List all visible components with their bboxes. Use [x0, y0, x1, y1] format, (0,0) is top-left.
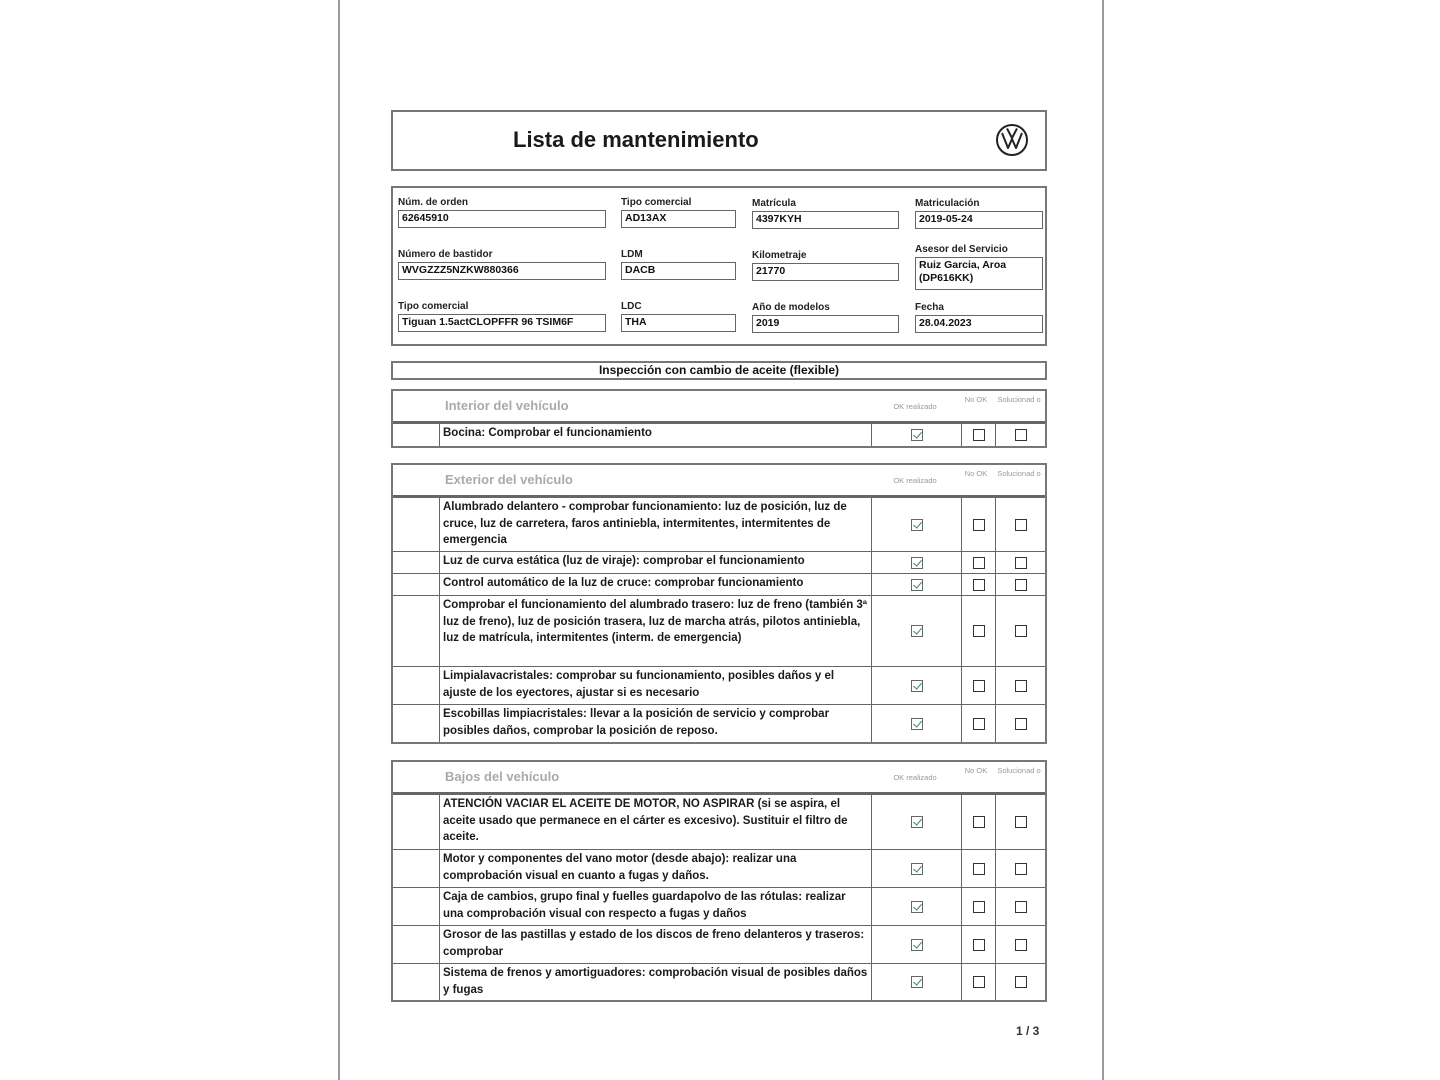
field-anio-modelos: Año de modelos 2019: [752, 302, 899, 333]
checklist-row: [393, 423, 1045, 446]
solucionado-checkbox[interactable]: [1015, 519, 1027, 531]
matriculacion-value: 2019-05-24: [915, 211, 1043, 229]
no-ok-checkbox[interactable]: [973, 625, 985, 637]
solucionado-checkbox[interactable]: [1015, 680, 1027, 692]
no-ok-checkbox[interactable]: [973, 939, 985, 951]
ok-checkbox[interactable]: [911, 680, 923, 692]
row-description: Luz de curva estática (luz de viraje): comprobar el funcionamiento: [439, 552, 871, 573]
anio-modelos-value: 2019: [752, 315, 899, 333]
no-ok-checkbox[interactable]: [973, 579, 985, 591]
num-orden-value: 62645910: [398, 210, 606, 228]
section-interior: [391, 389, 1047, 448]
row-description: Caja de cambios, grupo final y fuelles guardapolvo de las rótulas: realizar una comprobación visual con respecto a fugas y daños: [439, 888, 871, 925]
checklist-row: [393, 887, 1045, 925]
document-page: [338, 0, 1104, 1080]
field-ldc: LDC THA: [621, 301, 736, 332]
kilometraje-value: 21770: [752, 263, 899, 281]
matricula-value: 4397KYH: [752, 211, 899, 229]
solucionado-checkbox[interactable]: [1015, 939, 1027, 951]
field-kilometraje: Kilometraje 21770: [752, 250, 899, 281]
solucionado-checkbox[interactable]: [1015, 579, 1027, 591]
ok-checkbox[interactable]: [911, 939, 923, 951]
checklist-row: [393, 666, 1045, 704]
row-description: Sistema de frenos y amortiguadores: comprobación visual de posibles daños y fugas: [439, 964, 871, 1000]
section-title: Bajos del vehículo: [445, 769, 560, 784]
ok-checkbox[interactable]: [911, 816, 923, 828]
section-header: [393, 391, 1045, 423]
no-ok-checkbox[interactable]: [973, 519, 985, 531]
no-ok-checkbox[interactable]: [973, 863, 985, 875]
no-ok-checkbox[interactable]: [973, 680, 985, 692]
solucionado-checkbox[interactable]: [1015, 429, 1027, 441]
field-bastidor: Número de bastidor WVGZZZ5NZKW880366: [398, 249, 606, 280]
tipo-comercial-value: AD13AX: [621, 210, 736, 228]
ok-checkbox[interactable]: [911, 519, 923, 531]
checklist-row: [393, 704, 1045, 742]
section-title: Interior del vehículo: [445, 398, 569, 413]
col-solucionado-header: Solucionad o: [997, 395, 1041, 404]
field-matricula: Matrícula 4397KYH: [752, 198, 899, 229]
col-solucionado-header: Solucionad o: [997, 469, 1041, 478]
ok-checkbox[interactable]: [911, 625, 923, 637]
ldc-value: THA: [621, 314, 736, 332]
tipo-comercial-2-value: Tiguan 1.5actCLOPFFR 96 TSIM6F: [398, 314, 606, 332]
no-ok-checkbox[interactable]: [973, 901, 985, 913]
no-ok-checkbox[interactable]: [973, 718, 985, 730]
solucionado-checkbox[interactable]: [1015, 816, 1027, 828]
solucionado-checkbox[interactable]: [1015, 557, 1027, 569]
no-ok-checkbox[interactable]: [973, 429, 985, 441]
section-header: [393, 762, 1045, 794]
col-ok-header: OK realizado: [893, 476, 937, 485]
ok-checkbox[interactable]: [911, 976, 923, 988]
row-description: Limpialavacristales: comprobar su funcionamiento, posibles daños y el ajuste de los eyectores, ajustar si es necesario: [439, 667, 871, 704]
section-header: [393, 465, 1045, 497]
checklist-row: [393, 497, 1045, 551]
row-description: Motor y componentes del vano motor (desde abajo): realizar una comprobación visual en cuanto a fugas y daños.: [439, 850, 871, 887]
asesor-value: Ruiz Garcia, Aroa (DP616KK): [915, 257, 1043, 290]
vehicle-info-box: [391, 186, 1047, 346]
col-ok-header: OK realizado: [893, 773, 937, 782]
no-ok-checkbox[interactable]: [973, 976, 985, 988]
document-title: Lista de mantenimiento: [513, 127, 759, 152]
no-ok-checkbox[interactable]: [973, 557, 985, 569]
no-ok-checkbox[interactable]: [973, 816, 985, 828]
field-tipo-comercial: Tipo comercial AD13AX: [621, 197, 736, 228]
solucionado-checkbox[interactable]: [1015, 901, 1027, 913]
checklist-row: [393, 963, 1045, 1000]
field-matriculacion: Matriculación 2019-05-24: [915, 198, 1043, 229]
ok-checkbox[interactable]: [911, 863, 923, 875]
col-ok-header: OK realizado: [893, 402, 937, 411]
section-bajos: [391, 760, 1047, 1002]
page-number: 1 / 3: [1016, 1024, 1040, 1038]
col-no-ok-header: No OK: [964, 469, 988, 478]
checklist-row: [393, 794, 1045, 849]
title-box: [391, 110, 1047, 171]
checklist-row: [393, 573, 1045, 595]
checklist-row: [393, 925, 1045, 963]
ok-checkbox[interactable]: [911, 901, 923, 913]
field-ldm: LDM DACB: [621, 249, 736, 280]
section-exterior: [391, 463, 1047, 744]
checklist-row: [393, 849, 1045, 887]
solucionado-checkbox[interactable]: [1015, 625, 1027, 637]
ok-checkbox[interactable]: [911, 557, 923, 569]
row-description: Bocina: Comprobar el funcionamiento: [439, 424, 871, 446]
row-description: Escobillas limpiacristales: llevar a la posición de servicio y comprobar posibles daños, comprobar la posición de reposo.: [439, 705, 871, 742]
ok-checkbox[interactable]: [911, 429, 923, 441]
solucionado-checkbox[interactable]: [1015, 976, 1027, 988]
row-description: Alumbrado delantero - comprobar funcionamiento: luz de posición, luz de cruce, luz de carretera, faros antiniebla, intermitentes, intermitentes de emergencia: [439, 498, 871, 551]
field-fecha: Fecha 28.04.2023: [915, 302, 1043, 333]
field-asesor: Asesor del Servicio Ruiz Garcia, Aroa (DP616KK): [915, 244, 1043, 290]
col-no-ok-header: No OK: [964, 395, 988, 404]
checklist-row: [393, 551, 1045, 573]
ok-checkbox[interactable]: [911, 718, 923, 730]
section-title: Exterior del vehículo: [445, 472, 573, 487]
ldm-value: DACB: [621, 262, 736, 280]
solucionado-checkbox[interactable]: [1015, 863, 1027, 875]
checklist-row: [393, 595, 1045, 666]
field-tipo-comercial-2: Tipo comercial Tiguan 1.5actCLOPFFR 96 TSIM6F: [398, 301, 606, 332]
solucionado-checkbox[interactable]: [1015, 718, 1027, 730]
row-description: Control automático de la luz de cruce: comprobar funcionamiento: [439, 574, 871, 595]
field-num-orden: Núm. de orden 62645910: [398, 197, 606, 228]
inspection-title: Inspección con cambio de aceite (flexible): [391, 361, 1047, 380]
bastidor-value: WVGZZZ5NZKW880366: [398, 262, 606, 280]
col-no-ok-header: No OK: [964, 766, 988, 775]
ok-checkbox[interactable]: [911, 579, 923, 591]
row-description: ATENCIÓN VACIAR EL ACEITE DE MOTOR, NO ASPIRAR (si se aspira, el aceite usado que permanece en el cárter es excesivo). Sustituir el filtro de aceite.: [439, 795, 871, 849]
col-solucionado-header: Solucionad o: [997, 766, 1041, 775]
row-description: Comprobar el funcionamiento del alumbrado trasero: luz de freno (también 3ª luz de freno), luz de posición trasera, luz de marcha atrás, pilotos antiniebla, luz de matrícula, intermitentes (interm. de emergencia): [439, 596, 871, 666]
fecha-value: 28.04.2023: [915, 315, 1043, 333]
vw-logo-icon: [995, 123, 1029, 157]
row-description: Grosor de las pastillas y estado de los discos de freno delanteros y traseros: comprobar: [439, 926, 871, 963]
